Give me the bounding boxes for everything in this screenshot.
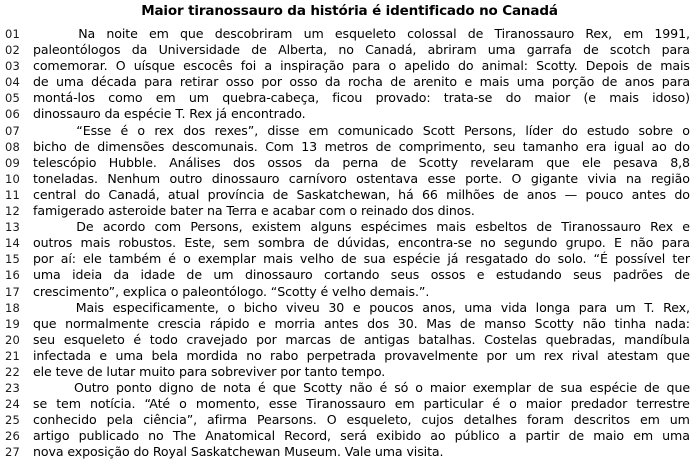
- text-line: [0, 348, 699, 364]
- text-line: [0, 26, 699, 42]
- line-text: Outro ponto digno de nota é que Scotty não é só o maior exemplar de sua espécie de que: [33, 380, 690, 396]
- text-line: [0, 412, 699, 428]
- text-line: [0, 90, 699, 106]
- text-line: [0, 235, 699, 251]
- text-line: [0, 219, 699, 235]
- text-line: [0, 428, 699, 444]
- text-line: [0, 300, 699, 316]
- line-text: crescimento”, explica o paleontólogo. “Scotty é velho demais.”.: [33, 283, 430, 299]
- line-text: seu esqueleto é todo cravejado por marcas de antigas batalhas. Costelas quebradas, mandíbula: [33, 331, 690, 347]
- line-text: outros mais robustos. Este, sem sombra de dúvidas, encontra-se no segundo grupo. E não para: [33, 235, 690, 251]
- line-number: 10: [5, 171, 21, 186]
- line-number: 19: [5, 316, 21, 331]
- line-number: 12: [5, 204, 21, 219]
- line-text: ele teve de lutar muito para sobreviver por tanto tempo.: [33, 363, 386, 379]
- text-line: [0, 171, 699, 187]
- line-text: bicho de dimensões descomunais. Com 13 metros de comprimento, seu tamanho era igual ao do: [33, 138, 690, 154]
- line-text: paleontólogos da Universidade de Alberta, no Canadá, abriram uma garrafa de scotch para: [33, 42, 690, 58]
- text-line: [0, 155, 699, 171]
- line-number: 14: [5, 236, 21, 251]
- line-number: 15: [5, 252, 21, 267]
- line-number: 22: [5, 364, 21, 379]
- text-line: [0, 251, 699, 267]
- line-number: 04: [5, 75, 21, 90]
- line-number: 16: [5, 268, 21, 283]
- line-text: montá-los como em um quebra-cabeça, ficou provado: trata-se do maior (e mais idoso): [33, 90, 690, 106]
- text-line: [0, 380, 699, 396]
- text-line: [0, 42, 699, 58]
- paragraph-indent: [33, 300, 67, 316]
- text-line: [0, 396, 699, 412]
- numbered-text-body: [0, 26, 699, 461]
- line-number: 21: [5, 348, 21, 363]
- line-number: 07: [5, 123, 21, 138]
- text-line: [0, 267, 699, 283]
- line-number: 17: [5, 284, 21, 299]
- text-line: [0, 444, 699, 460]
- paragraph-indent: [33, 380, 67, 396]
- line-text: Mais especificamente, o bicho viveu 30 e poucos anos, uma vida longa para um T. Rex,: [33, 300, 690, 316]
- text-line: [0, 284, 699, 300]
- line-number: 24: [5, 397, 21, 412]
- text-line: [0, 139, 699, 155]
- text-line: [0, 58, 699, 74]
- paragraph-indent: [33, 219, 67, 235]
- line-number: 08: [5, 139, 21, 154]
- line-number: 06: [5, 107, 21, 122]
- line-number: 18: [5, 300, 21, 315]
- line-number: 11: [5, 187, 21, 202]
- line-text: Na noite em que descobriram um esqueleto colossal de Tiranossauro Rex, em 1991,: [33, 26, 690, 42]
- line-text: dinossauro da espécie T. Rex já encontrado.: [33, 106, 306, 122]
- text-line: [0, 106, 699, 122]
- line-text: conhecido pela ciência”, afirma Pearsons. O esqueleto, cujos detalhes foram descritos em um: [33, 412, 690, 428]
- line-text: De acordo com Persons, existem alguns espécimes mais esbeltos de Tiranossauro Rex e: [33, 219, 690, 235]
- line-number: 23: [5, 381, 21, 396]
- line-number: 09: [5, 155, 21, 170]
- line-number: 20: [5, 332, 21, 347]
- text-line: [0, 187, 699, 203]
- line-text: artigo publicado no The Anatomical Record, será exibido ao público a partir de maio em uma: [33, 428, 690, 444]
- line-number: 27: [5, 445, 21, 460]
- line-number: 13: [5, 220, 21, 235]
- line-text: toneladas. Nenhum outro dinossauro carnívoro ostentava esse porte. O gigante vivia na região: [33, 170, 690, 186]
- paragraph-indent: [33, 123, 67, 139]
- text-line: [0, 332, 699, 348]
- page-title: Maior tiranossauro da história é identificado no Canadá: [141, 3, 558, 19]
- line-text: uma ideia da idade de um dinossauro cortando seus ossos e estudando seus padrões de: [33, 267, 690, 283]
- line-text: telescópio Hubble. Análises dos ossos da perna de Scotty revelaram que ele pesava 8,8: [33, 154, 690, 170]
- line-number: 05: [5, 91, 21, 106]
- text-line: [0, 203, 699, 219]
- line-text: de uma década para retirar osso por osso da rocha de arenito e mais uma porção de anos para: [33, 74, 690, 90]
- line-text: central do Canadá, atual província de Saskatchewan, há 66 milhões de anos — pouco antes do: [33, 186, 690, 202]
- line-text: “Esse é o rex dos rexes”, disse em comunicado Scott Persons, líder do estudo sobre o: [33, 123, 690, 139]
- paragraph-indent: [33, 26, 67, 42]
- line-text: por aí: ele também é o exemplar mais velho de sua espécie já resgatado do solo. “É possível ter: [33, 251, 690, 267]
- line-text: nova exposição do Royal Saskatchewan Museum. Vale uma visita.: [33, 444, 444, 460]
- line-number: 25: [5, 413, 21, 428]
- line-number: 02: [5, 43, 21, 58]
- line-number: 26: [5, 429, 21, 444]
- line-text: famigerado asteroide bater na Terra e acabar com o reinado dos dinos.: [33, 203, 475, 219]
- line-number: 01: [5, 27, 21, 41]
- line-text: comemorar. O uísque escocês foi a inspiração para o apelido do animal: Scotty. Depois de mais: [33, 58, 690, 74]
- line-text: que normalmente crescia rápido e morria antes dos 30. Mas de manso Scotty não tinha nada:: [33, 315, 690, 331]
- text-line: [0, 364, 699, 380]
- line-number: 03: [5, 59, 21, 74]
- line-text: infectada e uma bela mordida no rabo perpetrada provavelmente por um rex rival atestam que: [33, 347, 690, 363]
- text-line: [0, 123, 699, 139]
- line-text: se tem notícia. “Até o momento, esse Tiranossauro em particular é o maior predador terrestre: [33, 396, 690, 412]
- text-line: [0, 316, 699, 332]
- text-line: [0, 74, 699, 90]
